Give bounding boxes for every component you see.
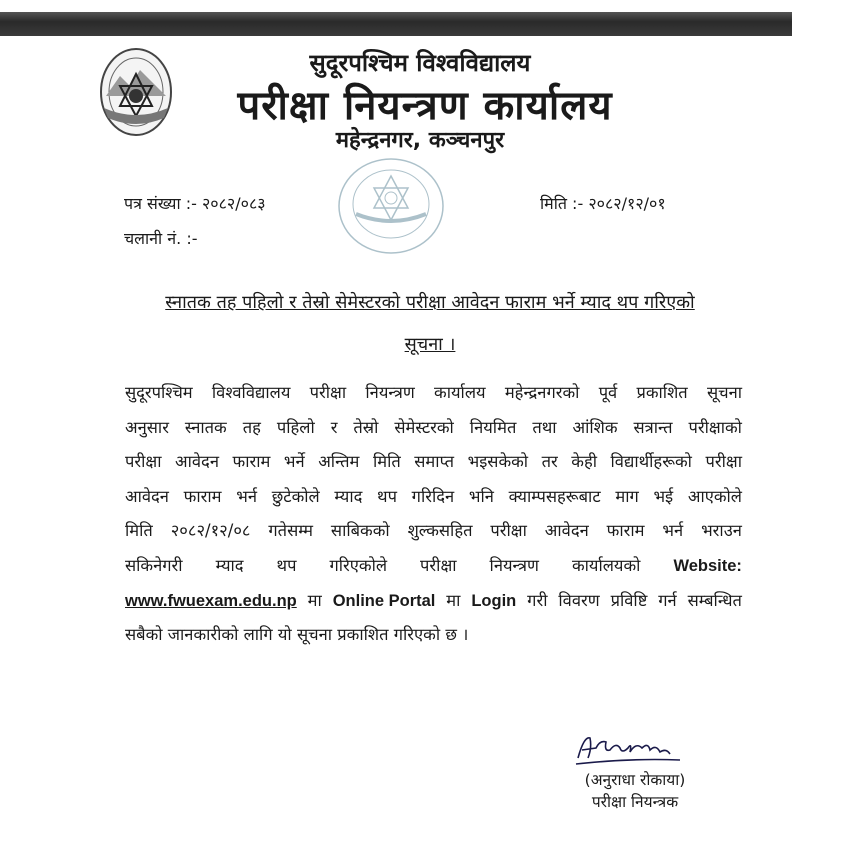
word: थप: [276, 555, 297, 575]
word: भर्न: [236, 486, 257, 506]
word: भर्ने: [283, 452, 305, 472]
word: गरी: [527, 590, 548, 610]
word: स्नातक: [184, 417, 227, 437]
word: विश्वविद्यालय: [211, 383, 291, 402]
word: तर: [541, 452, 558, 472]
letter-number-label: पत्र संख्या :-: [124, 194, 197, 213]
word: गतेसम्म: [268, 521, 314, 541]
university-name: सुदूरपश्चिम विश्वविद्यालय: [309, 49, 531, 77]
word: छुटेकोले: [271, 486, 320, 506]
word: गरिदिन: [411, 486, 455, 506]
word: परीक्षा: [125, 452, 162, 472]
body-line-website: [125, 586, 742, 621]
word: परीक्षाको: [688, 417, 742, 437]
date: [540, 192, 666, 214]
signatory-designation: परीक्षा नियन्त्रक: [591, 793, 679, 811]
body-line: [125, 378, 742, 413]
scan-top-border: [0, 12, 792, 36]
word: महेन्द्रनगरको: [504, 383, 580, 402]
notice-title-line1: स्नातक तह पहिलो र तेस्रो सेमेस्टरको परीक्षा आवेदन फाराम भर्ने म्याद थप गरिएको: [165, 292, 695, 313]
word: २०८२/१२/०८: [170, 521, 251, 541]
word: क्याम्पसहरूबाट: [508, 486, 601, 506]
word: सेमेस्टरको: [394, 417, 454, 437]
word: आवेदन: [175, 452, 219, 472]
word: आवेदन: [125, 486, 169, 506]
word: परीक्षा: [490, 521, 527, 541]
word: परीक्षा: [420, 555, 457, 575]
word: परीक्षा: [705, 452, 742, 472]
notice-subtitle: [120, 332, 740, 356]
online-portal-text: Online Portal: [332, 591, 436, 610]
university-logo: [98, 46, 174, 138]
login-text: Login: [471, 591, 517, 610]
word: तथा: [532, 417, 557, 437]
word: शुल्कसहित: [407, 521, 473, 541]
word: कार्यालय: [434, 383, 486, 402]
word: सुदूरपश्चिम: [125, 383, 193, 402]
body-line: [125, 482, 742, 517]
dispatch-number-label: चलानी नं. :-: [124, 229, 198, 248]
word: भई: [653, 486, 674, 506]
word: कार्यालयको: [571, 555, 641, 575]
body-line: [125, 447, 742, 482]
word: तह: [242, 417, 261, 437]
word: विद्यार्थीहरूको: [610, 452, 692, 472]
date-value: २०८२/१२/०१: [588, 194, 666, 213]
word: आवेदन: [544, 521, 589, 541]
word: तेस्रो: [353, 417, 379, 437]
word: गर्न: [658, 590, 677, 610]
body-line-last: सबैको जानकारीको लागि यो सूचना प्रकाशित गरिएको छ ।: [125, 625, 469, 645]
word: सत्रान्त: [633, 417, 673, 437]
word: भइसकेको: [467, 452, 529, 472]
notice-body: [125, 378, 742, 655]
word: म्याद: [215, 555, 244, 575]
word: मा: [446, 590, 461, 610]
signatory-name: (अनुराधा रोकाया): [584, 771, 686, 789]
body-line: [125, 413, 742, 448]
word: माग: [615, 486, 639, 506]
website-link[interactable]: www.fwuexam.edu.np: [125, 591, 297, 610]
word: मिति: [125, 521, 153, 541]
word: सूचना: [706, 383, 742, 402]
word: भनि: [468, 486, 494, 506]
word: म्याद: [334, 486, 363, 506]
office-name: परीक्षा नियन्त्रण कार्यालय: [237, 83, 613, 129]
word: नियमित: [469, 417, 517, 437]
word: पूर्व: [598, 383, 618, 402]
word: मिति: [372, 452, 401, 472]
word: फाराम: [183, 486, 222, 506]
word: साबिकको: [330, 521, 390, 541]
notice-title: [120, 290, 740, 314]
word: मा: [307, 590, 322, 610]
word: सकिनेगरी: [125, 555, 183, 575]
office-location: महेन्द्रनगर, कञ्चनपुर: [335, 128, 505, 153]
word: प्रविष्टि: [610, 590, 648, 610]
date-label: मिति :-: [540, 194, 584, 213]
office-stamp: [336, 156, 446, 256]
word: गरिएकोले: [329, 555, 388, 575]
website-label: Website:: [673, 556, 742, 575]
word: थप: [377, 486, 397, 506]
word: भराउन: [701, 521, 742, 541]
body-line-website-label: [125, 551, 742, 586]
notice-title-line2: सूचना ।: [404, 334, 456, 355]
word: समाप्त: [414, 452, 455, 472]
word: नियन्त्रण: [489, 555, 539, 575]
word: नियन्त्रण: [365, 383, 415, 402]
word: केही: [571, 452, 597, 472]
letter-number-value: २०८२/०८३: [201, 194, 266, 213]
word: अन्तिम: [318, 452, 360, 472]
word: पहिलो: [276, 417, 315, 437]
word: आएकोले: [687, 486, 742, 506]
word: र: [330, 417, 338, 437]
word: फाराम: [606, 521, 645, 541]
word: प्रकाशित: [636, 383, 688, 402]
letter-number: [124, 192, 266, 214]
body-line: [125, 516, 742, 551]
signature: [570, 728, 710, 768]
word: अनुसार: [125, 417, 169, 437]
word: सम्बन्धित: [687, 590, 742, 610]
word: फाराम: [232, 452, 271, 472]
word: आंशिक: [572, 417, 618, 437]
word: विवरण: [558, 590, 600, 610]
word: भर्न: [662, 521, 684, 541]
word: परीक्षा: [309, 383, 347, 402]
